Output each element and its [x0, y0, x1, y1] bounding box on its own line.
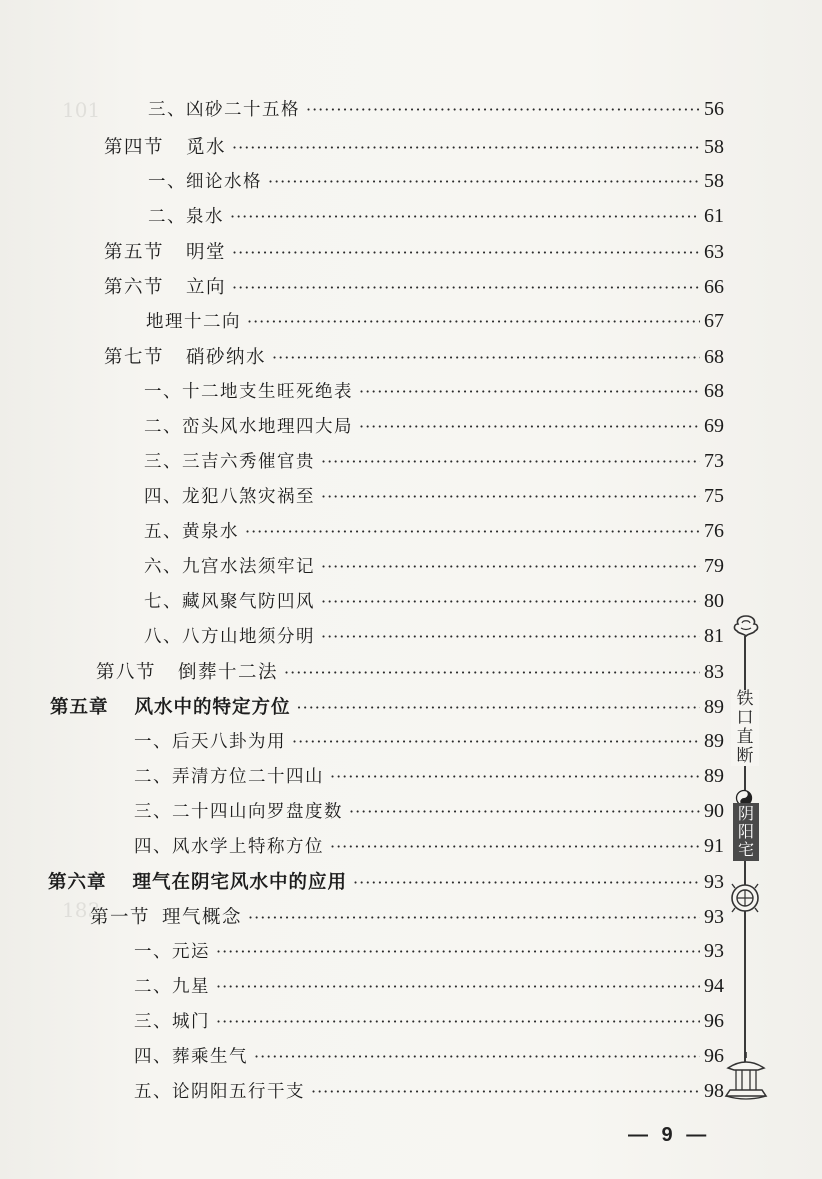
toc-label: 六、九宫水法须牢记 — [144, 557, 315, 577]
toc-label: 四、风水学上特称方位 — [134, 837, 324, 857]
series-title: 铁 口 直 断 — [731, 690, 759, 766]
toc-page: 83 — [704, 661, 724, 683]
toc-section[interactable] — [104, 273, 724, 307]
leader-dots — [268, 172, 700, 191]
toc-label: 四、龙犯八煞灾祸至 — [144, 487, 315, 507]
leader-dots — [321, 627, 700, 646]
toc-chapter[interactable] — [48, 868, 724, 902]
toc-page: 91 — [704, 835, 724, 857]
leader-dots — [232, 243, 700, 262]
toc-page: 93 — [704, 940, 724, 962]
leader-dots — [216, 1012, 700, 1031]
toc-label — [96, 658, 278, 684]
section-number: 第八节 — [96, 663, 157, 683]
leader-dots — [311, 1082, 700, 1101]
section-title: 明堂 — [186, 243, 227, 263]
section-title: 理气概念 — [162, 908, 243, 928]
leader-dots — [284, 663, 700, 682]
toc-page: 90 — [704, 800, 724, 822]
chapter-number: 第五章 — [50, 697, 109, 718]
toc-section[interactable] — [104, 343, 724, 377]
chapter-title: 风水中的特定方位 — [134, 697, 291, 718]
toc-item[interactable] — [144, 483, 724, 517]
toc-label: 一、元运 — [134, 942, 210, 962]
toc-label: 八、八方山地须分明 — [144, 627, 315, 647]
section-number: 第七节 — [104, 348, 165, 368]
page-number: — 9 — — [628, 1124, 711, 1146]
leader-dots — [330, 767, 700, 786]
toc-item[interactable] — [144, 623, 724, 657]
toc-page: 79 — [704, 555, 724, 577]
toc-section[interactable] — [104, 133, 724, 167]
section-number: 第四节 — [104, 138, 165, 158]
leader-dots — [247, 312, 700, 331]
toc-page: 66 — [704, 276, 724, 298]
leader-dots — [230, 207, 700, 226]
toc-item[interactable] — [148, 96, 724, 130]
toc-item[interactable] — [134, 833, 724, 867]
toc-section[interactable] — [96, 658, 724, 692]
leader-dots — [359, 417, 700, 436]
toc-item[interactable] — [144, 378, 724, 412]
toc-label: 地理十二向 — [146, 312, 241, 332]
toc-page: 93 — [704, 906, 724, 928]
toc-label: 五、论阴阳五行干支 — [134, 1082, 305, 1102]
toc-page: 76 — [704, 520, 724, 542]
toc-section[interactable] — [90, 903, 724, 937]
toc-label: 一、十二地支生旺死绝表 — [144, 382, 353, 402]
toc-label: 三、凶砂二十五格 — [148, 100, 300, 120]
leader-dots — [216, 977, 700, 996]
toc-section[interactable] — [104, 238, 724, 272]
toc-page: 89 — [704, 730, 724, 752]
book-title: 阴 阳 宅 — [733, 803, 759, 861]
toc-item[interactable] — [134, 728, 724, 762]
leader-dots — [321, 592, 700, 611]
leader-dots — [306, 100, 700, 119]
toc-label: 三、三吉六秀催官贵 — [144, 452, 315, 472]
leader-dots — [321, 452, 700, 471]
toc-label: 二、峦头风水地理四大局 — [144, 417, 353, 437]
leader-dots — [330, 837, 700, 856]
toc-item[interactable] — [134, 973, 724, 1007]
toc-page: 68 — [704, 346, 724, 368]
toc-page: 89 — [704, 696, 724, 718]
leader-dots — [321, 487, 700, 506]
chapter-title: 理气在阴宅风水中的应用 — [132, 872, 348, 893]
leader-dots — [292, 732, 700, 751]
toc-label: 一、后天八卦为用 — [134, 732, 286, 752]
toc-item[interactable] — [134, 1008, 724, 1042]
toc-item[interactable] — [148, 168, 724, 202]
toc-item[interactable] — [144, 588, 724, 622]
toc-label — [90, 903, 242, 929]
toc-page: 63 — [704, 241, 724, 263]
toc-chapter[interactable] — [50, 693, 724, 727]
toc-item[interactable] — [144, 448, 724, 482]
leader-dots — [272, 348, 700, 367]
toc-page: 68 — [704, 380, 724, 402]
toc-label: 七、藏风聚气防凹风 — [144, 592, 315, 612]
toc-label — [104, 273, 226, 299]
toc-item[interactable] — [134, 1043, 724, 1077]
toc-label: 三、二十四山向罗盘度数 — [134, 802, 343, 822]
pagoda-icon — [722, 1050, 770, 1104]
leader-dots — [254, 1047, 700, 1066]
leader-dots — [353, 873, 700, 892]
toc-item[interactable] — [144, 413, 724, 447]
toc-label: 三、城门 — [134, 1012, 210, 1032]
leader-dots — [248, 908, 700, 927]
section-title: 倒葬十二法 — [178, 663, 279, 683]
toc-page: 58 — [704, 170, 724, 192]
toc-page: 89 — [704, 765, 724, 787]
toc-item[interactable] — [144, 553, 724, 587]
toc-label: 五、黄泉水 — [144, 522, 239, 542]
toc-label — [104, 238, 226, 264]
section-title: 立向 — [186, 278, 227, 298]
toc-page: 73 — [704, 450, 724, 472]
leader-dots — [245, 522, 700, 541]
leader-dots — [232, 278, 700, 297]
toc-page: 96 — [704, 1010, 724, 1032]
toc-page: 61 — [704, 205, 724, 227]
toc-item[interactable] — [134, 938, 724, 972]
chapter-number: 第六章 — [48, 872, 107, 893]
toc-label: 二、泉水 — [148, 207, 224, 227]
toc-page: 56 — [704, 98, 724, 120]
section-number: 第一节 — [90, 908, 151, 928]
toc-label — [104, 133, 226, 159]
leader-dots — [232, 138, 700, 157]
section-title: 觅水 — [186, 138, 227, 158]
toc-label: 二、弄清方位二十四山 — [134, 767, 324, 787]
toc-item[interactable] — [148, 203, 724, 237]
leader-dots — [359, 382, 700, 401]
toc-page: 96 — [704, 1045, 724, 1067]
bleed-through: 101 — [62, 98, 101, 122]
toc-item[interactable] — [134, 763, 724, 797]
toc-page: 94 — [704, 975, 724, 997]
toc-page: 67 — [704, 310, 724, 332]
toc-label — [104, 343, 266, 369]
toc-item[interactable] — [134, 1078, 724, 1112]
leader-dots — [349, 802, 700, 821]
knot-icon — [728, 878, 762, 918]
toc-page: 93 — [704, 871, 724, 893]
toc-item[interactable] — [134, 798, 724, 832]
toc-page: 75 — [704, 485, 724, 507]
leader-dots — [216, 942, 700, 961]
toc-page: 81 — [704, 625, 724, 647]
toc-label: 一、细论水格 — [148, 172, 262, 192]
toc-label: 四、葬乘生气 — [134, 1047, 248, 1067]
toc-page: 80 — [704, 590, 724, 612]
toc-label — [48, 868, 347, 894]
toc-item[interactable] — [144, 518, 724, 552]
toc-page: 69 — [704, 415, 724, 437]
section-title: 硝砂纳水 — [186, 348, 267, 368]
toc-label — [50, 693, 291, 719]
toc-item[interactable] — [146, 308, 724, 342]
toc-page: 98 — [704, 1080, 724, 1102]
toc-label: 二、九星 — [134, 977, 210, 997]
leader-dots — [297, 698, 700, 717]
toc-page: 58 — [704, 136, 724, 158]
bleed-through: 183 — [62, 898, 101, 922]
section-number: 第六节 — [104, 278, 165, 298]
section-number: 第五节 — [104, 243, 165, 263]
ruyi-cloud-icon — [730, 612, 762, 644]
leader-dots — [321, 557, 700, 576]
